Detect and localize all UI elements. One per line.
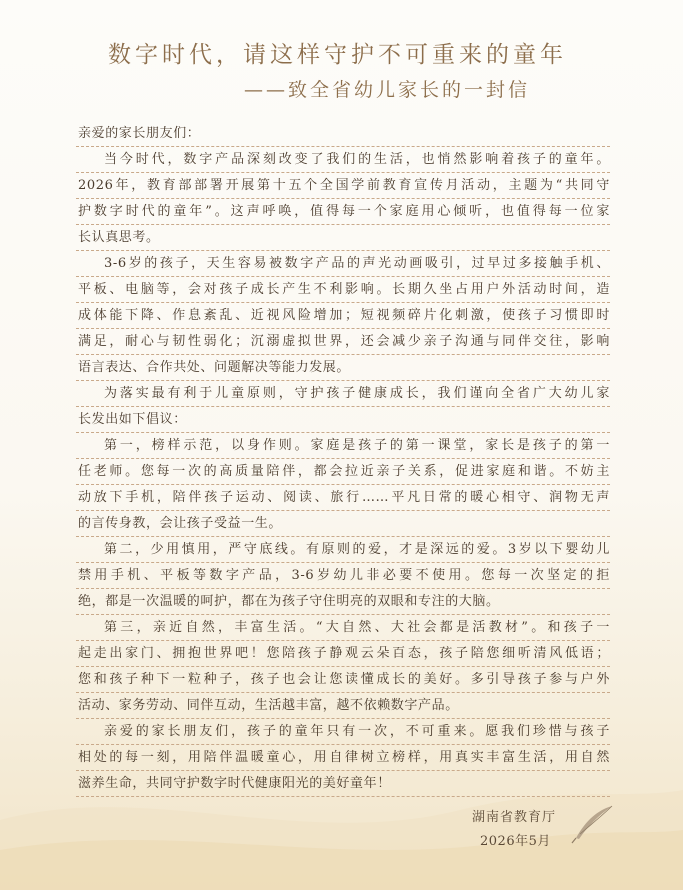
body-line: 第一，榜样示范，以身作则。家庭是孩子的第一课堂，家长是孩子的第一 [76,433,610,459]
body-line: 成体能下降、作息紊乱、近视风险增加；短视频碎片化刺激，使孩子习惯即时 [76,303,610,329]
body-line: 动放下手机，陪伴孩子运动、阅读、旅行……平凡日常的暖心相守、润物无声 [76,485,610,511]
body-line: 长发出如下倡议： [76,407,610,433]
body-line: 为落实最有利于儿童原则，守护孩子健康成长，我们谨向全省广大幼儿家 [76,381,610,407]
body-line: 您和孩子种下一粒种子，孩子也会让您读懂成长的美好。多引导孩子参与户外 [76,667,610,693]
body-line: 第三，亲近自然，丰富生活。“大自然、大社会都是活教材”。和孩子一 [76,615,610,641]
quill-pen-icon [568,804,614,844]
body-line: 护数字时代的童年”。这声呼唤，值得每一个家庭用心倾听，也值得每一位家 [76,199,610,225]
body-line: 任老师。您每一次的高质量陪伴，都会拉近亲子关系，促进家庭和谐。不妨主 [76,459,610,485]
signature-date: 2026年5月 [480,834,551,849]
body-line: 满足，耐心与韧性弱化；沉溺虚拟世界，还会减少亲子沟通与同伴交往，影响 [76,329,610,355]
body-line: 长认真思考。 [76,225,610,251]
body-line: 平板、电脑等，会对孩子成长产生不利影响。长期久坐占用户外活动时间，造 [76,277,610,303]
body-line: 的言传身教，会让孩子受益一生。 [76,511,610,537]
body-line: 亲爱的家长朋友们，孩子的童年只有一次，不可重来。愿我们珍惜与孩子 [76,719,610,745]
body-line: 起走出家门、拥抱世界吧！您陪孩子静观云朵百态，孩子陪您细听清风低语； [76,641,610,667]
body-line: 2026年，教育部部署开展第十五个全国学前教育宣传月活动，主题为“共同守 [76,173,610,199]
body-line: 禁用手机、平板等数字产品，3-6岁幼儿非必要不使用。您每一次坚定的拒 [76,563,610,589]
body-line: 相处的每一刻，用陪伴温暖童心，用自律树立榜样，用真实丰富生活，用自然 [76,745,610,771]
letter-subtitle: ——致全省幼儿家长的一封信 [244,79,531,101]
body-line: 活动、家务劳动、同伴互动，生活越丰富，越不依赖数字产品。 [76,693,610,719]
letter-title: 数字时代，请这样守护不可重来的童年 [108,42,567,68]
body-line: 绝，都是一次温暖的呵护，都在为孩子守住明亮的双眼和专注的大脑。 [76,589,610,615]
body-line: 3-6岁的孩子，天生容易被数字产品的声光动画吸引，过早过多接触手机、 [76,251,610,277]
body-line: 第二，少用慎用，严守底线。有原则的爱，才是深远的爱。3岁以下婴幼儿 [76,537,610,563]
body-line: 语言表达、合作共处、问题解决等能力发展。 [76,355,610,381]
body-line: 当今时代，数字产品深刻改变了我们的生活，也悄然影响着孩子的童年。 [76,147,610,173]
signature-org: 湖南省教育厅 [472,810,557,825]
salutation-line: 亲爱的家长朋友们： [76,121,610,147]
letter-body [76,121,610,797]
body-line: 滋养生命，共同守护数字时代健康阳光的美好童年！ [76,771,610,797]
